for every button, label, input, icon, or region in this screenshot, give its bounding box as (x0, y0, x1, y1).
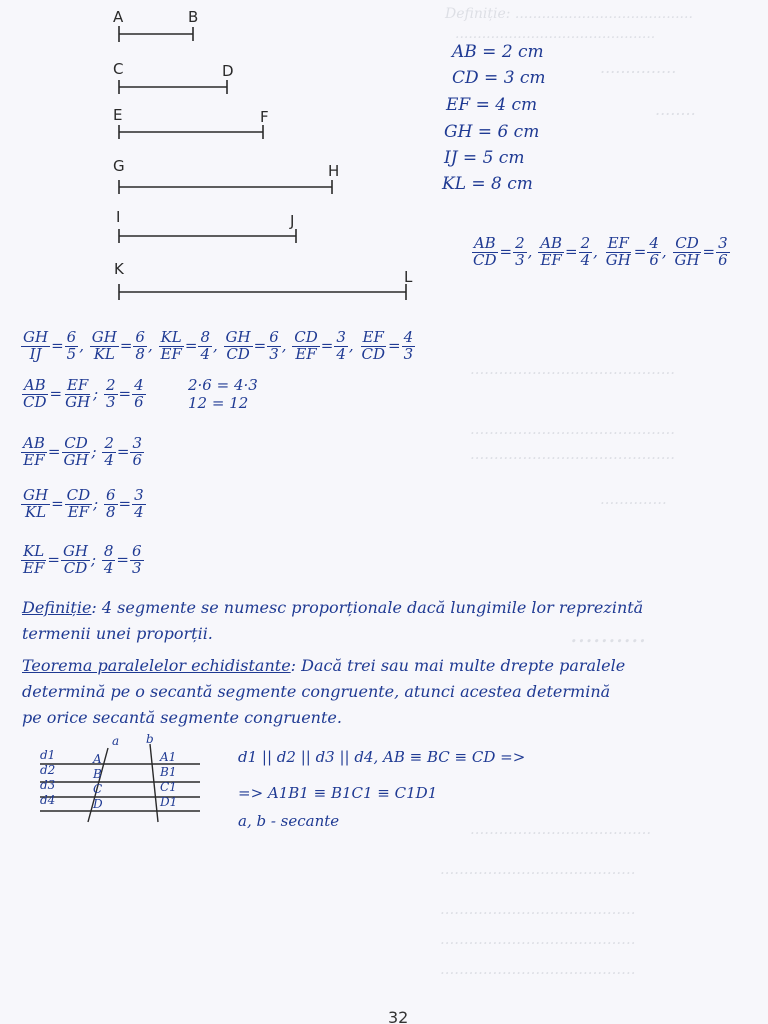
notebook-page: Definiție: ........................................ ............................................. ............... ........ ........................................... ........................................... ........................................... .............. .......... ...................................... ......................................... ......................................... ......................................... ......................................... A B C D E F G H I J K L AB = 2 cm CD = 3 cm EF = 4 cm GH = 6 cm IJ = 5 cm KL = 8 cm $\frac{AB}{CD}$ = $\frac{2}{3}$ , $\frac{AB}{EF}$ = $\frac{2}{4}$ , $\frac{EF}{GH}$ = $\frac{4}{6}$ , $\frac{CD}{GH}$ = $\frac{3}{6}$ $\frac{GH}{IJ}$ = $\frac{6}{5}$ , $\frac{GH}{KL}$ = $\frac{6}{8}$ , $\frac{KL}{EF}$ = $\frac{8}{4}$ , $\frac{GH}{CD}$ = $\frac{6}{3}$ , $\frac{CD}{EF}$ = $\frac{3}{4}$ , $\frac{EF}{CD}$ = $\frac{4}{3}$ $\frac{AB}{CD}$ = $\frac{EF}{GH}$ ; $\frac{2}{3}$ = $\frac{4}{6}$ 2·6 = 4·3 12 = 12 $\frac{AB}{EF}$ = $\frac{CD}{GH}$ ; $\frac{2}{4}$ = $\frac{3}{6}$ $\frac{GH}{KL}$ = $\frac{CD}{EF}$ ; $\frac{6}{8}$ = $\frac{3}{4}$ $\frac{KL}{EF}$ = $\frac{GH}{CD}$ ; $\frac{8}{4}$ = $\frac{6}{3}$ Definiție: 4 segmente se numesc proporționale dacă lungimile lor reprezintă termenii unei proporții. Teorema paralelelor echidistante: Dacă trei sau mai multe drepte paralele determină pe o secantă segmente congruente, atunci acestea determină pe orice secantă segmente congruente. d1 d2 d3 d4 A B C D A1 B1 C1 D1 a b d1 || d2 || d3 || d4, AB ≡ BC ≡ CD => => A1B1 ≡ B1C1 ≡ C1D1 a, b - secante 32 (0, 0, 768, 1024)
ratios-top: $\frac{AB}{CD}$ = $\frac{2}{3}$ , $\frac{AB}{EF}$ = $\frac{2}{4}$ , $\frac{EF}{GH}$ = $\frac{4}{6}$ , $\frac{CD}{GH}$ = $\frac{3}{6}$ (473, 234, 728, 269)
point-label: F (260, 108, 269, 126)
point-label: C (113, 60, 124, 78)
definition-text: : 4 segmente se numesc proporționale dacă lungimile lor reprezintă (91, 598, 644, 617)
theorem-title: Teorema paralelelor echidistante (22, 656, 291, 675)
measure-kl: KL = 8 cm (442, 174, 533, 194)
secant-label: b (146, 732, 154, 746)
check-line: 12 = 12 (188, 394, 249, 412)
proportion: $\frac{GH}{KL}$ = $\frac{CD}{EF}$ ; $\frac{6}{8}$ = $\frac{3}{4}$ (23, 486, 144, 521)
proportion: $\frac{AB}{CD}$ = $\frac{EF}{GH}$ ; $\frac{2}{3}$ = $\frac{4}{6}$ (23, 376, 144, 411)
measure-gh: GH = 6 cm (444, 122, 540, 142)
point-label: H (328, 162, 340, 180)
ratio: $\frac{AB}{CD}$ (473, 234, 497, 269)
ratio: $\frac{EF}{GH}$ (605, 234, 631, 269)
point-label: G (113, 157, 125, 175)
ratio: $\frac{CD}{GH}$ (674, 234, 700, 269)
secant-label: a (112, 734, 120, 748)
point-label: D (222, 62, 234, 80)
theorem-text: pe orice secantă segmente congruente. (22, 708, 342, 727)
point-label: B (188, 8, 199, 26)
statement: a, b - secante (238, 812, 340, 830)
proportion: $\frac{KL}{EF}$ = $\frac{GH}{CD}$ ; $\frac{8}{4}$ = $\frac{6}{3}$ (23, 542, 142, 577)
right-points: A1 B1 C1 D1 (160, 750, 178, 809)
proportion: $\frac{AB}{EF}$ = $\frac{CD}{GH}$ ; $\frac{2}{4}$ = $\frac{3}{6}$ (23, 434, 143, 469)
point-label: L (404, 268, 413, 286)
measure-cd: CD = 3 cm (452, 68, 546, 88)
page-number: 32 (388, 1008, 409, 1024)
ratio: $\frac{AB}{EF}$ (540, 234, 563, 269)
measure-ab: AB = 2 cm (452, 42, 544, 62)
definition-text: termenii unei proporții. (22, 624, 213, 643)
ratios-row: $\frac{GH}{IJ}$ = $\frac{6}{5}$ , $\frac{GH}{KL}$ = $\frac{6}{8}$ , $\frac{KL}{EF}$ = $\frac{8}{4}$ , $\frac{GH}{CD}$ = $\frac{6}{3}$ , $\frac{CD}{EF}$ = $\frac{3}{4}$ , $\frac{EF}{CD}$ = $\frac{4}{3}$ (23, 328, 414, 363)
left-points: A B C D (93, 752, 103, 811)
statement: d1 || d2 || d3 || d4, AB ≡ BC ≡ CD => (238, 748, 526, 766)
theorem-text: determină pe o secantă segmente congruente, atunci acestea determină (22, 682, 611, 701)
measure-ef: EF = 4 cm (446, 95, 538, 115)
point-label: J (290, 212, 295, 230)
theorem-text: : Dacă trei sau mai multe drepte paralele (290, 656, 626, 675)
point-label: I (116, 208, 121, 226)
statement: => A1B1 ≡ B1C1 ≡ C1D1 (238, 784, 438, 802)
check-line: 2·6 = 4·3 (188, 376, 258, 394)
point-label: K (114, 260, 124, 278)
line-labels: d1 d2 d3 d4 (40, 748, 56, 807)
point-label: A (113, 8, 124, 26)
point-label: E (113, 106, 123, 124)
definition-title: Definiție (22, 598, 92, 617)
measure-ij: IJ = 5 cm (444, 148, 525, 168)
